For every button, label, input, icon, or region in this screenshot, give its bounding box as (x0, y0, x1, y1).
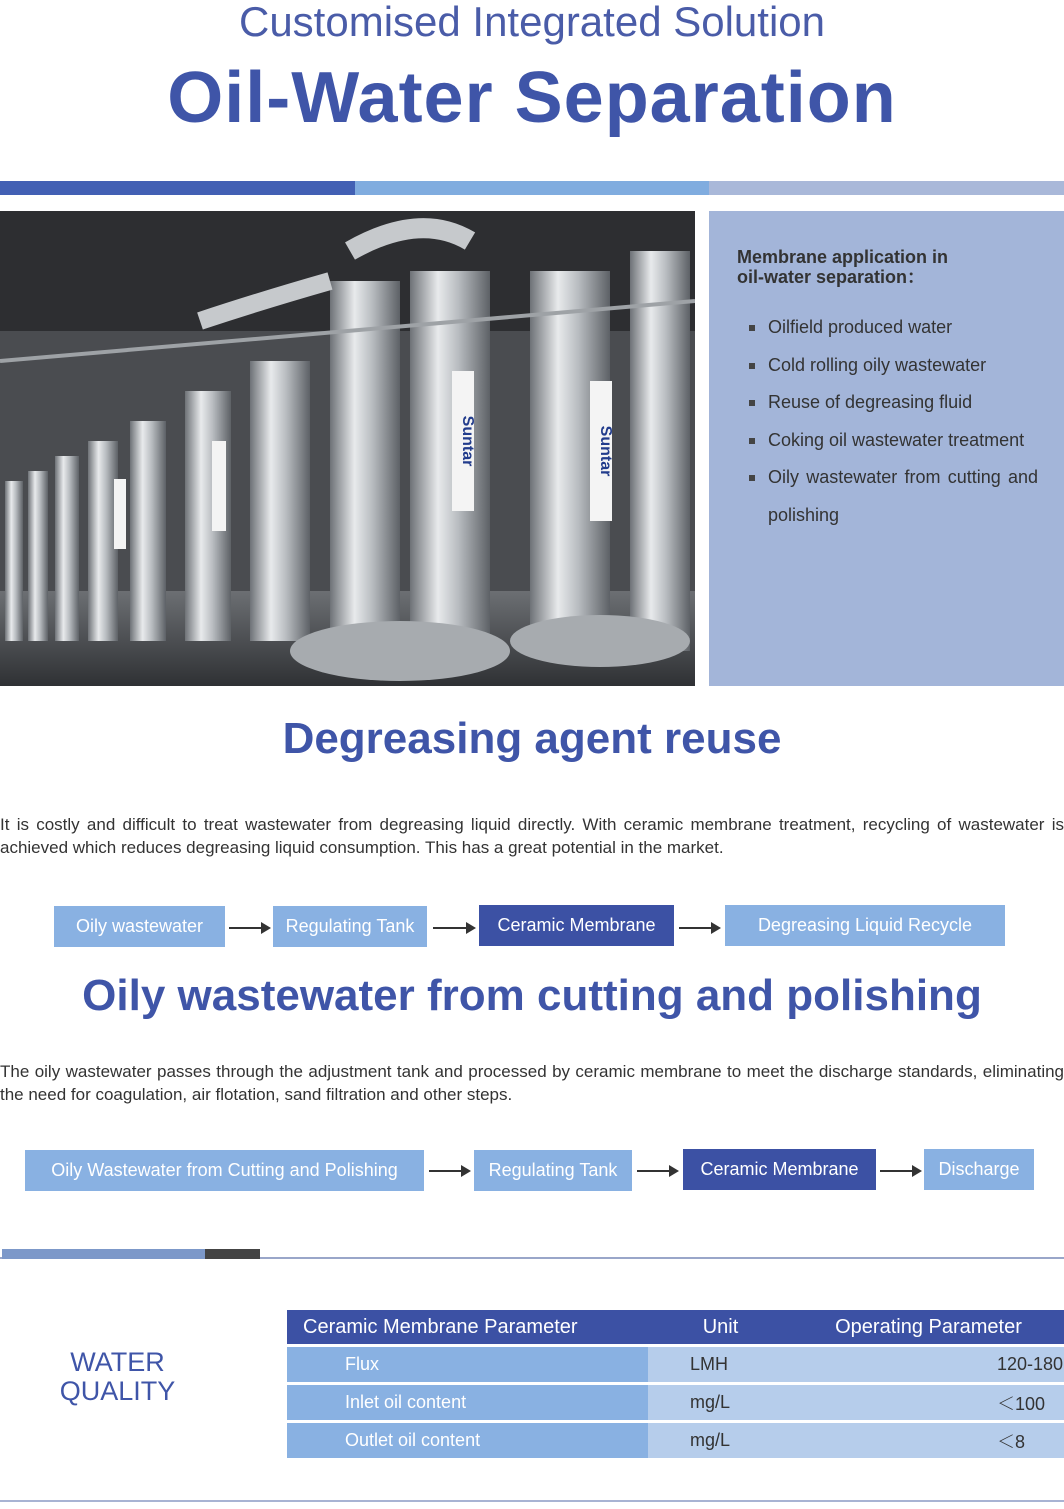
cell-parameter: Inlet oil content (345, 1392, 467, 1412)
divider-segment-dark (0, 181, 355, 195)
table-header (287, 1310, 1064, 1344)
flow-step-oily-wastewater-cutting: Oily Wastewater from Cutting and Polishing (25, 1150, 424, 1191)
applications-heading-line1: Membrane application in (737, 247, 949, 267)
header-operating-parameter: Operating Parameter (835, 1315, 1022, 1338)
list-item: Coking oil wastewater treatment (737, 422, 1038, 460)
divider-accent-dark (205, 1249, 260, 1259)
cell-parameter: Outlet oil content (345, 1430, 481, 1450)
section-title-cutting-polishing: Oily wastewater from cutting and polishing (82, 971, 982, 1020)
flow-step-ceramic-membrane: Ceramic Membrane (479, 905, 674, 946)
svg-text:Suntar: Suntar (459, 415, 476, 467)
section-paragraph-cutting-polishing: The oily wastewater passes through the adjustment tank and processed by ceramic membrane to meet the discharge standards, eliminating the need for coagulation, air flotation, sand filtration and other steps. (0, 1062, 1064, 1104)
water-quality-label-line2: QUALITY (59, 1376, 176, 1406)
header-unit: Unit (702, 1315, 739, 1338)
cell-value (793, 1347, 1064, 1382)
cell-parameter: Flux (345, 1354, 380, 1374)
bottom-rule (0, 1500, 1064, 1502)
water-quality-label (40, 1348, 195, 1406)
arrow-right-icon (433, 927, 474, 929)
arrow-right-icon (229, 927, 269, 929)
svg-text:Suntar: Suntar (597, 425, 614, 477)
arrow-right-icon (429, 1170, 469, 1172)
water-quality-label-line1: WATER (70, 1347, 165, 1377)
flow-step-degreasing-liquid-recycle: Degreasing Liquid Recycle (725, 905, 1005, 946)
list-item: Oily wastewater from cutting and polishing (737, 459, 1038, 534)
cell-value (793, 1385, 1064, 1420)
section-title-degreasing: Degreasing agent reuse (282, 714, 782, 763)
flow-step-regulating-tank-2: Regulating Tank (474, 1150, 632, 1191)
applications-panel (709, 211, 1064, 686)
applications-heading-line2: oil-water separation： (737, 267, 926, 287)
arrow-right-icon (637, 1170, 677, 1172)
cell-unit: mg/L (648, 1423, 793, 1458)
cell-unit: mg/L (648, 1385, 793, 1420)
tricolor-divider (0, 181, 1064, 195)
divider-accent-blue (2, 1249, 205, 1259)
section-paragraph-degreasing: It is costly and difficult to treat wastewater from degreasing liquid directly. With ceramic membrane treatment, recycling of wastewater is achieved which reduces degreasing liquid consumption. This has a great potential in the market. (0, 815, 1064, 857)
list-item: Oilfield produced water (737, 309, 1038, 347)
arrow-right-icon (679, 927, 719, 929)
page-subtitle: Customised Integrated Solution (238, 0, 825, 45)
list-item: Cold rolling oily wastewater (737, 347, 1038, 385)
membrane-equipment-photo (0, 211, 695, 686)
divider-segment-light (709, 181, 1064, 195)
table-row (287, 1423, 1064, 1458)
applications-list (737, 309, 1038, 534)
list-item: Reuse of degreasing fluid (737, 384, 1038, 422)
cell-value-text: ＜100 (997, 1393, 1046, 1414)
flow-step-oily-wastewater: Oily wastewater (54, 906, 225, 947)
header-parameter: Ceramic Membrane Parameter (303, 1315, 578, 1338)
table-row (287, 1385, 1064, 1420)
arrow-right-icon (880, 1170, 920, 1172)
divider-segment-mid (355, 181, 710, 195)
cell-value-text: ＜8 (997, 1431, 1026, 1452)
flow-step-ceramic-membrane-2: Ceramic Membrane (683, 1149, 876, 1190)
cell-value (793, 1423, 1064, 1458)
flow-step-discharge: Discharge (924, 1149, 1034, 1190)
page-title: Oil-Water Separation (167, 58, 897, 138)
table-row (287, 1347, 1064, 1382)
applications-heading (737, 247, 1038, 287)
flow-step-regulating-tank: Regulating Tank (273, 906, 427, 947)
cell-value-text: 120-180 (997, 1354, 1064, 1374)
water-quality-table (287, 1310, 1064, 1458)
cell-unit: LMH (648, 1347, 793, 1382)
